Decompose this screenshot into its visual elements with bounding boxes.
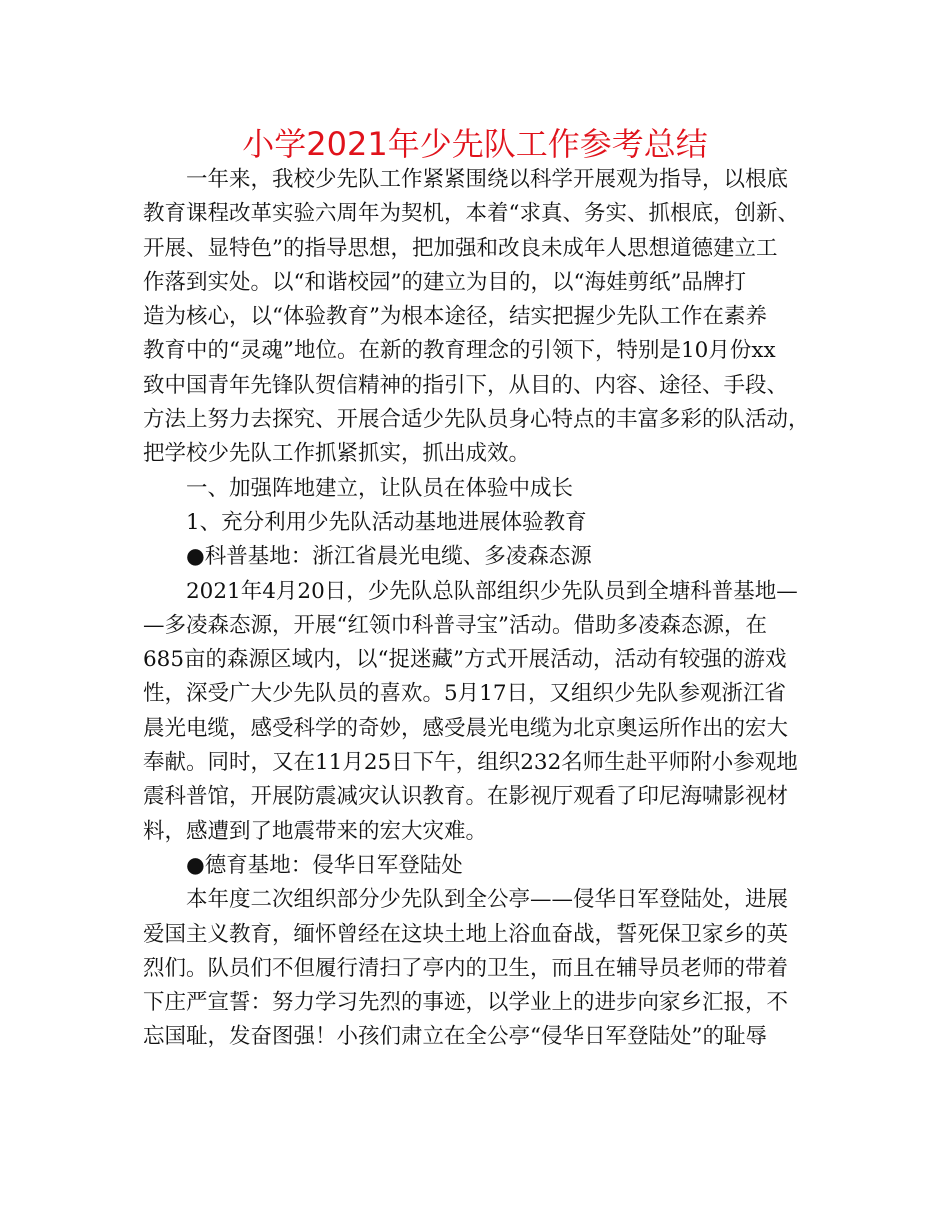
text-line: —多凌森态源，开展“红领巾科普寻宝”活动。借助多凌森态源，在 bbox=[143, 612, 767, 638]
text-line: 教育中的“灵魂”地位。在新的教育理念的引领下，特别是10月份xx bbox=[143, 338, 776, 364]
text-line: 料，感遭到了地震带来的宏大灾难。 bbox=[143, 818, 488, 844]
document-title: 小学2021年少先队工作参考总结 bbox=[242, 125, 708, 163]
text-line: 把学校少先队工作抓紧抓实，抓出成效。 bbox=[143, 441, 531, 467]
text-line: 烈们。队员们不但履行清扫了亭内的卫生，而且在辅导员老师的带着 bbox=[143, 955, 789, 981]
text-line: 教育课程改革实验六周年为契机，本着“求真、务实、抓根底，创新、 bbox=[143, 201, 799, 227]
text-line: 2021年4月20日，少先队总队部组织少先队员到全塘科普基地— bbox=[186, 578, 798, 604]
text-line: 爱国主义教育，缅怀曾经在这块土地上浴血奋战，誓死保卫家乡的英 bbox=[143, 921, 789, 947]
text-line: 致中国青年先锋队贺信精神的指引下，从目的、内容、途径、手段、 bbox=[143, 372, 789, 398]
text-line: 奉献。同时，又在11月25日下午，组织232名师生赴平师附小参观地 bbox=[143, 750, 798, 776]
document-body bbox=[143, 163, 823, 1055]
text-line: 一年来，我校少先队工作紧紧围绕以科学开展观为指导，以根底 bbox=[186, 167, 789, 192]
text-line: 一、加强阵地建立，让队员在体验中成长 bbox=[186, 475, 574, 501]
text-line: 本年度二次组织部分少先队到全公亭——侵华日军登陆处，进展 bbox=[186, 887, 789, 913]
text-line: 性，深受广大少先队员的喜欢。5月17日，又组织少先队参观浙江省 bbox=[143, 681, 787, 707]
text-line: 开展、显特色”的指导思想，把加强和改良未成年人思想道德建立工 bbox=[143, 235, 778, 261]
text-line: 忘国耻，发奋图强！小孩们肃立在全公亭“侵华日军登陆处”的耻辱 bbox=[143, 1024, 767, 1050]
text-line: 1、充分利用少先队活动基地进展体验教育 bbox=[186, 509, 587, 535]
text-line: 造为核心，以“体验教育”为根本途径，结实把握少先队工作在素养 bbox=[143, 304, 767, 330]
text-line: 685亩的森源区域内，以“捉迷藏”方式开展活动，活动有较强的游戏 bbox=[143, 647, 787, 673]
text-line: 下庄严宣誓：努力学习先烈的事迹，以学业上的进步向家乡汇报，不 bbox=[143, 990, 789, 1016]
text-line: ●科普基地：浙江省晨光电缆、多凌森态源 bbox=[186, 544, 592, 570]
text-line: 作落到实处。以“和谐校园”的建立为目的，以“海娃剪纸”品牌打 bbox=[143, 269, 746, 295]
text-line: ●德育基地：侵华日军登陆处 bbox=[186, 852, 463, 878]
text-line: 方法上努力去探究、开展合适少先队员身心特点的丰富多彩的队活动， bbox=[143, 407, 810, 433]
text-line: 震科普馆，开展防震减灾认识教育。在影视厅观看了印尼海啸影视材 bbox=[143, 784, 789, 810]
text-line: 晨光电缆，感受科学的奇妙，感受晨光电缆为北京奥运所作出的宏大 bbox=[143, 715, 789, 741]
